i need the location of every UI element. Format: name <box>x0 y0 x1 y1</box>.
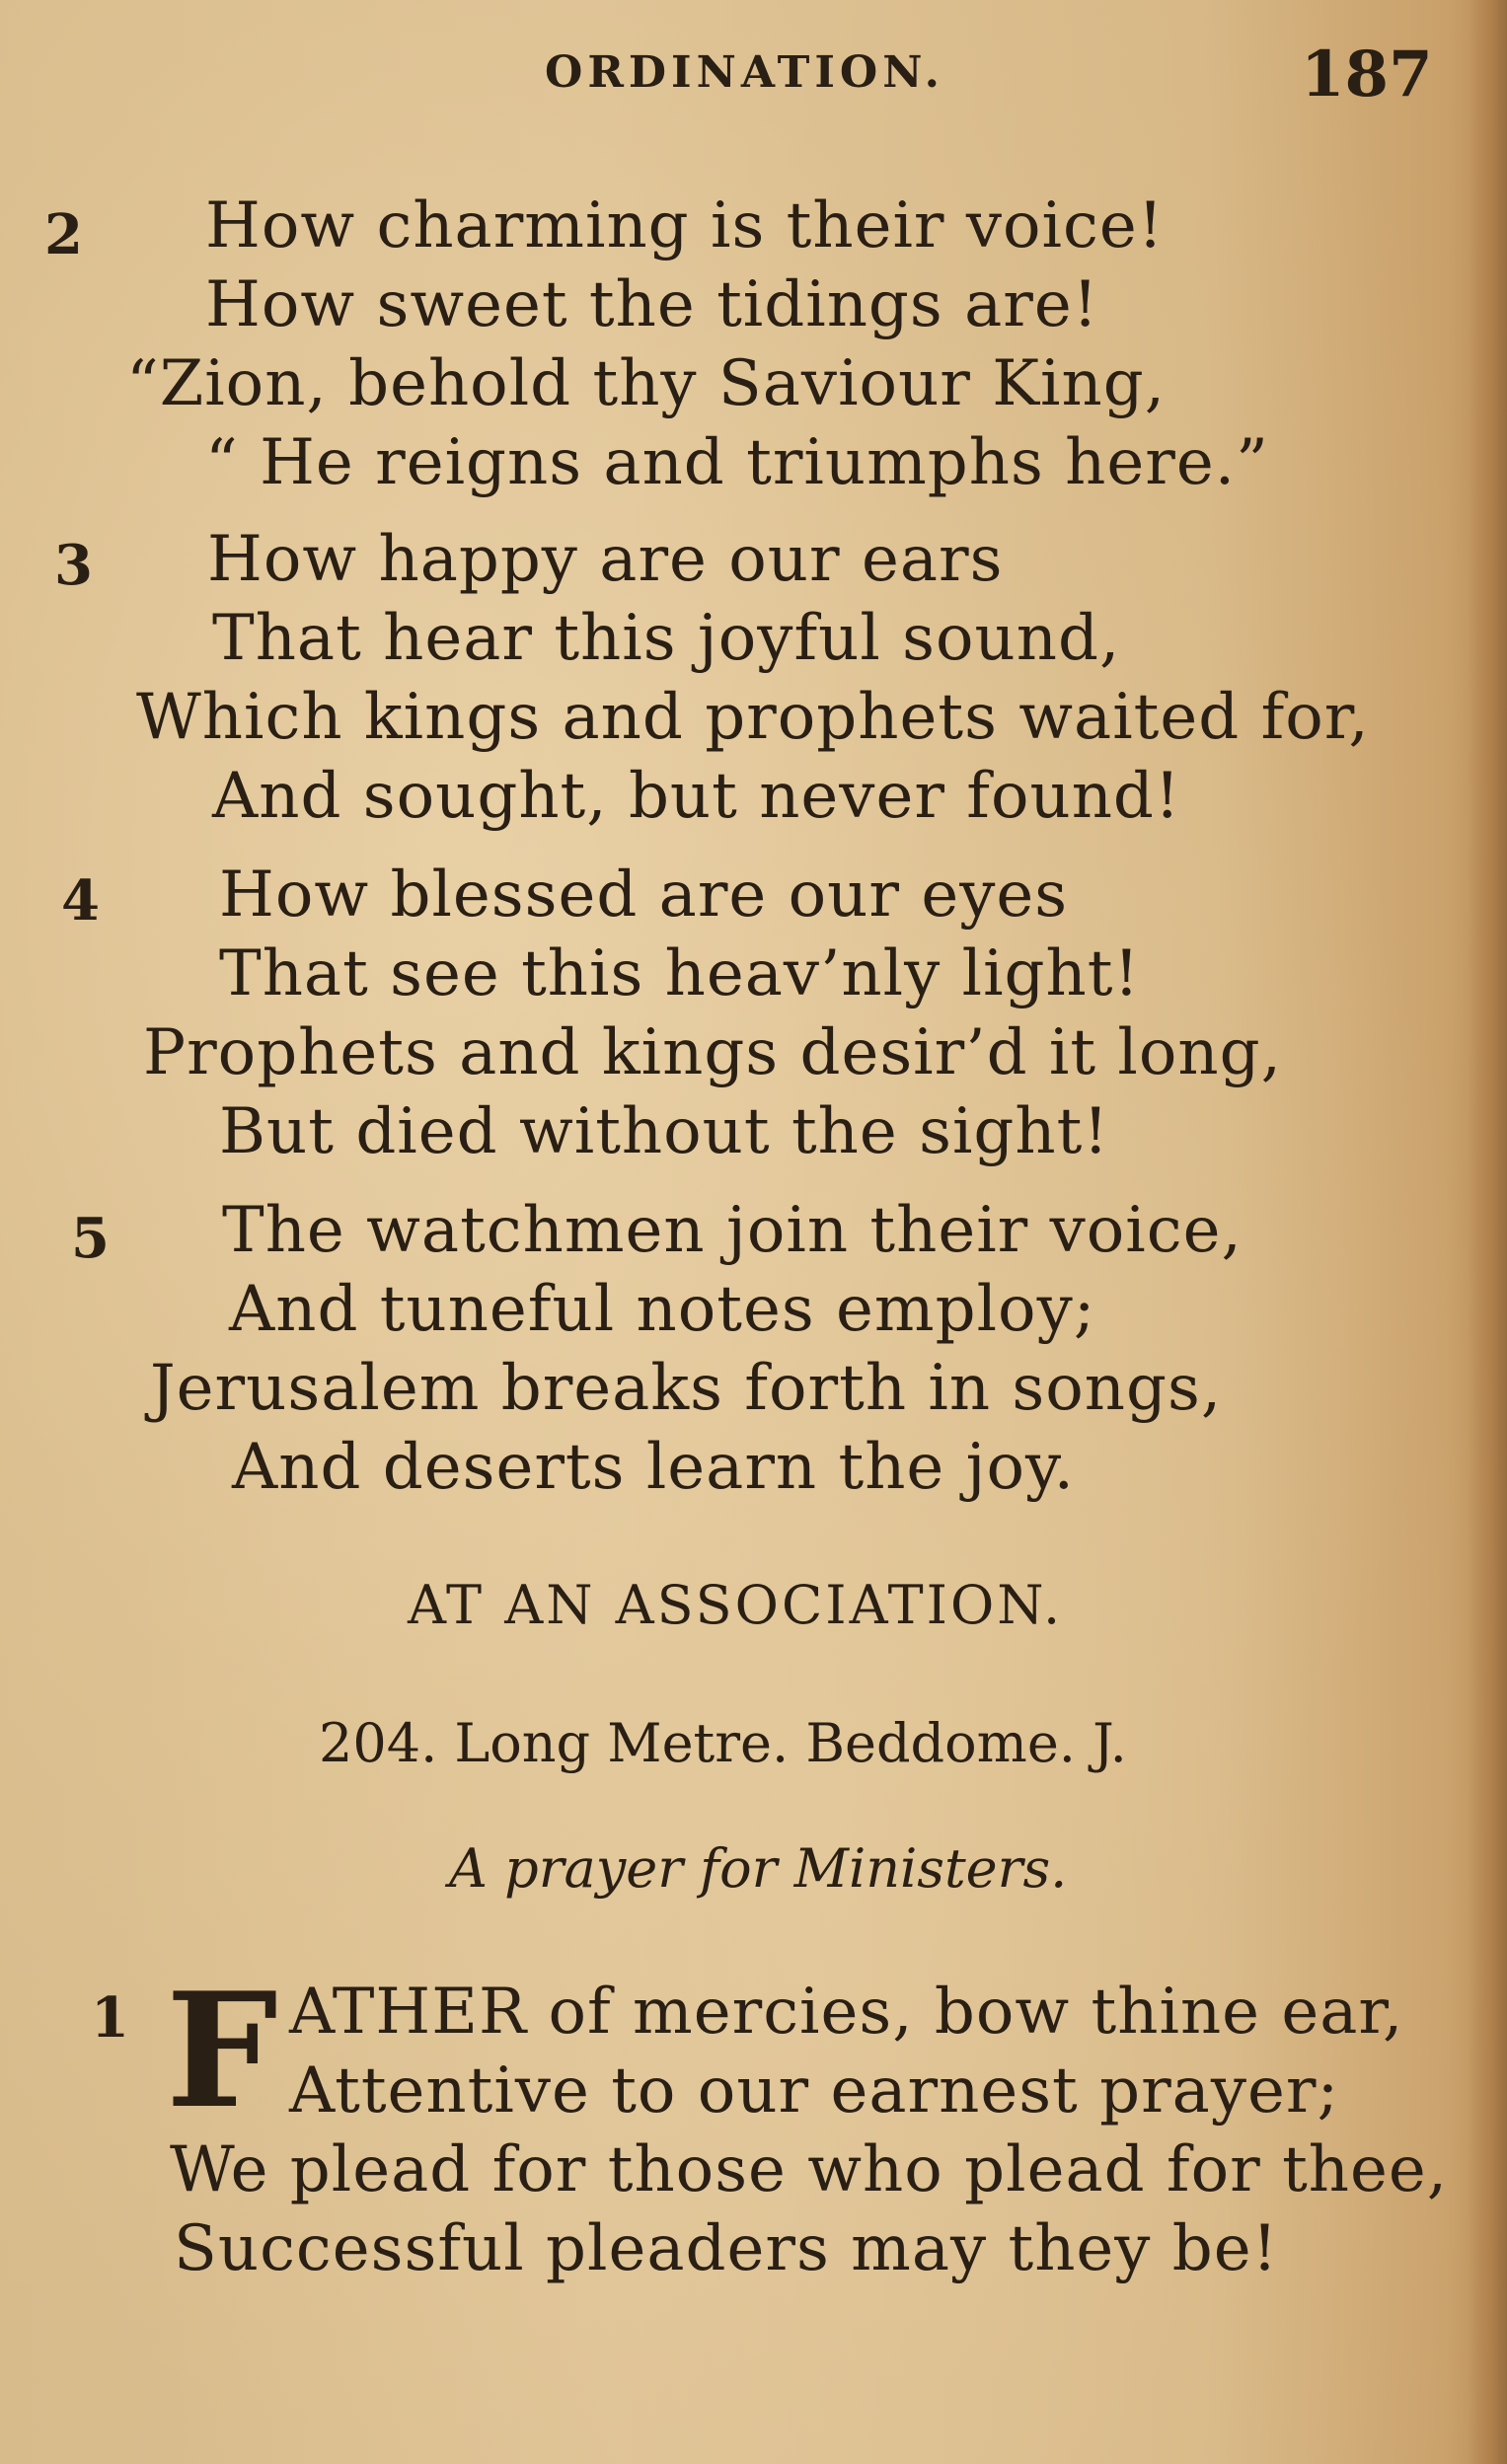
verse-line: We plead for those who plead for thee, <box>170 2133 1449 2206</box>
section-heading: AT AN ASSOCIATION. <box>408 1574 1064 1636</box>
verse-line: Prophets and kings desir’d it long, <box>143 1016 1282 1089</box>
verse-line: And deserts learn the joy. <box>232 1431 1075 1504</box>
verse-number: 1 <box>91 1985 129 2051</box>
verse-line: And tuneful notes employ; <box>229 1273 1096 1346</box>
verse-line: How charming is their voice! <box>205 189 1165 262</box>
verse-line: Successful pleaders may they be! <box>174 2212 1279 2285</box>
verse-line: How blessed are our eyes <box>219 859 1069 932</box>
hymn-metadata: 204. Long Metre. Beddome. J. <box>319 1712 1127 1774</box>
verse-line: How sweet the tidings are! <box>205 268 1099 341</box>
verse-line: How happy are our ears <box>207 523 1004 596</box>
verse-number: 3 <box>54 533 93 598</box>
verse-line: Attentive to our earnest prayer; <box>289 2054 1339 2128</box>
verse-line: “ He reigns and triumphs here.” <box>205 426 1269 499</box>
page-number: 187 <box>1301 37 1433 112</box>
verse-number: 4 <box>61 868 100 933</box>
drop-cap-letter: F <box>166 1958 278 2143</box>
verse-number: 5 <box>71 1206 110 1271</box>
running-title: ORDINATION. <box>545 47 944 98</box>
verse-line: But died without the sight! <box>219 1095 1110 1168</box>
verse-line: ATHER of mercies, bow thine ear, <box>289 1976 1404 2049</box>
verse-line: That see this heav’nly light! <box>219 937 1141 1010</box>
verse-number: 2 <box>44 202 83 267</box>
verse-line: “Zion, behold thy Saviour King, <box>126 347 1167 420</box>
verse-line: That hear this joyful sound, <box>212 602 1121 675</box>
hymn-subtitle: A prayer for Ministers. <box>449 1837 1068 1900</box>
verse-line: And sought, but never found! <box>212 760 1181 833</box>
page-edge-shadow <box>1468 0 1507 2464</box>
verse-line: Which kings and prophets waited for, <box>136 681 1370 754</box>
verse-line: Jerusalem breaks forth in songs, <box>150 1352 1223 1425</box>
verse-line: The watchmen join their voice, <box>222 1194 1243 1267</box>
